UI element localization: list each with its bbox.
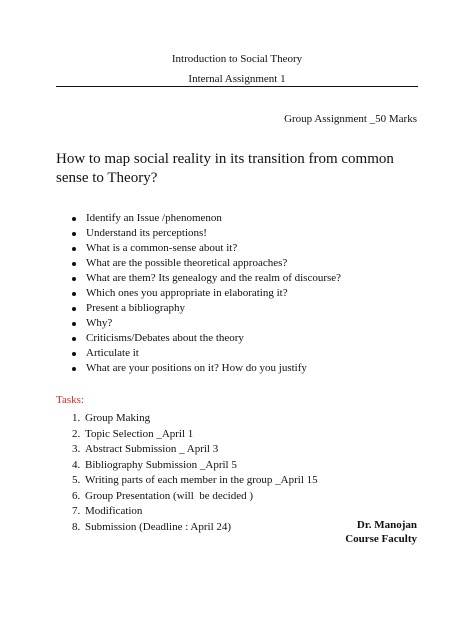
bullet-item: What are them? Its genealogy and the realm of discourse? — [72, 271, 341, 286]
bullet-item: Why? — [72, 316, 341, 331]
bullet-item: Articulate it — [72, 346, 341, 361]
task-text: Group Making — [85, 412, 151, 424]
task-item — [72, 504, 318, 520]
task-item — [72, 427, 318, 443]
task-text: Abstract Submission _ April 3 — [85, 443, 219, 455]
tasks-list — [72, 411, 318, 535]
bullet-item: Understand its perceptions! — [72, 226, 341, 241]
task-number: 5. — [72, 474, 81, 486]
header-divider — [56, 86, 418, 87]
bullet-item: What is a common-sense about it? — [72, 241, 341, 256]
bullet-item: What are your positions on it? How do you justify — [72, 361, 341, 376]
task-item — [72, 489, 318, 505]
marks-line: Group Assignment _50 Marks — [284, 113, 417, 125]
assignment-question: How to map social reality in its transition from common sense to Theory? — [56, 151, 394, 186]
task-number: 1. — [72, 412, 81, 424]
task-item — [72, 473, 318, 489]
task-item — [72, 411, 318, 427]
guidance-bullet-list — [72, 211, 341, 376]
task-number: 8. — [72, 520, 81, 533]
task-item — [72, 458, 318, 474]
bullet-item: Identify an Issue /phenomenon — [72, 211, 341, 226]
bullet-item: What are the possible theoretical approaches? — [72, 256, 341, 271]
bullet-item: Criticisms/Debates about the theory — [72, 331, 341, 346]
task-item — [72, 520, 318, 536]
tasks-heading: Tasks: — [56, 394, 84, 406]
faculty-name: Dr. Manojan — [356, 519, 417, 531]
task-text: Group Presentation (will be decided ) — [85, 489, 254, 502]
task-text: Bibliography Submission _April 5 — [85, 458, 237, 471]
task-text: Topic Selection _April 1 — [85, 427, 194, 440]
course-title: Introduction to Social Theory — [171, 53, 303, 65]
task-number: 4. — [72, 458, 81, 471]
task-number: 6. — [72, 489, 81, 502]
task-number: 3. — [72, 443, 81, 455]
task-number: 7. — [72, 505, 81, 517]
signature-block — [345, 518, 417, 546]
task-text: Submission (Deadline : April 24) — [85, 520, 232, 533]
task-text: Modification — [85, 505, 143, 517]
bullet-item: Which ones you appropriate in elaborating it? — [72, 286, 341, 301]
faculty-role: Course Faculty — [345, 533, 417, 545]
task-text: Writing parts of each member in the group _April 15 — [85, 474, 318, 486]
assignment-title: Internal Assignment 1 — [188, 73, 286, 85]
bullet-item: Present a bibliography — [72, 301, 341, 316]
task-item — [72, 442, 318, 458]
task-number: 2. — [72, 427, 81, 440]
